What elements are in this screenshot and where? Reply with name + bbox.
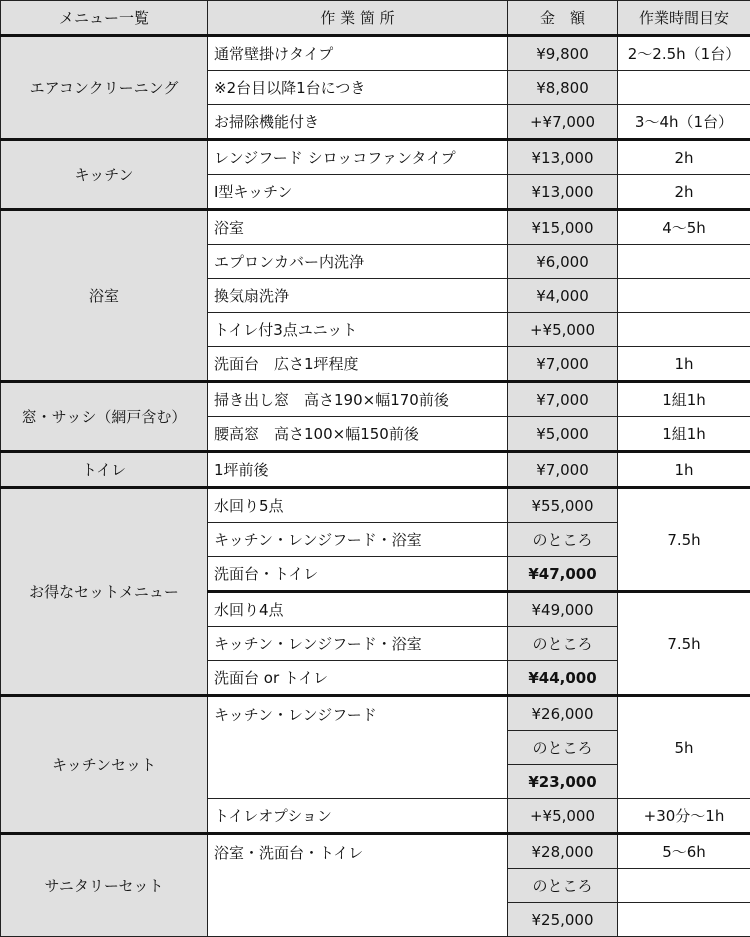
price-cell: ¥13,000 <box>508 140 618 175</box>
item-cell: 水回り5点 <box>208 488 508 523</box>
price-cell: ¥8,800 <box>508 71 618 105</box>
time-cell <box>618 279 750 313</box>
price-cell: のところ <box>508 523 618 557</box>
item-cell: 洗面台 広さ1坪程度 <box>208 347 508 382</box>
price-cell: ¥55,000 <box>508 488 618 523</box>
category-set-menu: お得なセットメニュー <box>1 488 208 696</box>
price-cell: ¥28,000 <box>508 834 618 869</box>
item-cell: ※2台目以降1台につき <box>208 71 508 105</box>
table-row <box>1 452 750 488</box>
item-cell: 水回り4点 <box>208 592 508 627</box>
item-cell: 浴室 <box>208 210 508 245</box>
item-cell: 浴室・洗面台・トイレ <box>208 834 508 937</box>
category-window: 窓・サッシ（網戸含む） <box>1 382 208 452</box>
table-row <box>1 140 750 175</box>
price-cell: のところ <box>508 869 618 903</box>
item-cell: 掃き出し窓 高さ190×幅170前後 <box>208 382 508 417</box>
discount-price-cell: ¥47,000 <box>508 557 618 592</box>
time-cell: 1h <box>618 452 750 488</box>
price-cell: のところ <box>508 627 618 661</box>
time-cell: 3〜4h（1台） <box>618 105 750 140</box>
time-cell-empty <box>618 869 750 903</box>
time-cell: 1h <box>618 347 750 382</box>
item-cell: 洗面台 or トイレ <box>208 661 508 696</box>
time-cell: 5h <box>618 696 750 799</box>
price-cell: ¥7,000 <box>508 347 618 382</box>
header-location: 作 業 箇 所 <box>208 1 508 36</box>
price-cell: ¥9,800 <box>508 36 618 71</box>
category-bath: 浴室 <box>1 210 208 382</box>
price-cell: ¥13,000 <box>508 175 618 210</box>
item-cell: お掃除機能付き <box>208 105 508 140</box>
table-row <box>1 382 750 417</box>
time-cell <box>618 71 750 105</box>
item-cell: キッチン・レンジフード <box>208 696 508 799</box>
category-kitchen-set: キッチンセット <box>1 696 208 834</box>
price-cell: のところ <box>508 731 618 765</box>
time-cell: 2h <box>618 175 750 210</box>
price-cell: +¥7,000 <box>508 105 618 140</box>
item-cell: 換気扇洗浄 <box>208 279 508 313</box>
price-cell: ¥25,000 <box>508 903 618 937</box>
discount-price-cell: ¥44,000 <box>508 661 618 696</box>
item-cell: レンジフード シロッコファンタイプ <box>208 140 508 175</box>
table-row <box>1 696 750 731</box>
discount-price-cell: ¥23,000 <box>508 765 618 799</box>
item-cell: トイレオプション <box>208 799 508 834</box>
item-cell: エプロンカバー内洗浄 <box>208 245 508 279</box>
price-cell: +¥5,000 <box>508 313 618 347</box>
time-cell: 5〜6h <box>618 834 750 869</box>
header-row <box>1 1 750 36</box>
item-cell: キッチン・レンジフード・浴室 <box>208 627 508 661</box>
price-cell: ¥7,000 <box>508 382 618 417</box>
table-row <box>1 834 750 869</box>
item-cell: I型キッチン <box>208 175 508 210</box>
price-cell: ¥15,000 <box>508 210 618 245</box>
table-row <box>1 488 750 523</box>
price-cell: +¥5,000 <box>508 799 618 834</box>
table-row <box>1 210 750 245</box>
price-cell: ¥5,000 <box>508 417 618 452</box>
item-cell: 1坪前後 <box>208 452 508 488</box>
header-price: 金 額 <box>508 1 618 36</box>
item-cell: 洗面台・トイレ <box>208 557 508 592</box>
price-cell: ¥7,000 <box>508 452 618 488</box>
category-aircon: エアコンクリーニング <box>1 36 208 140</box>
header-menu: メニュー一覧 <box>1 1 208 36</box>
time-cell <box>618 245 750 279</box>
time-cell: 1組1h <box>618 382 750 417</box>
price-cell: ¥6,000 <box>508 245 618 279</box>
time-cell: +30分〜1h <box>618 799 750 834</box>
time-cell <box>618 313 750 347</box>
item-cell: トイレ付3点ユニット <box>208 313 508 347</box>
item-cell: 腰高窓 高さ100×幅150前後 <box>208 417 508 452</box>
time-cell-empty <box>618 903 750 937</box>
time-cell: 7.5h <box>618 592 750 696</box>
price-cell: ¥49,000 <box>508 592 618 627</box>
time-cell: 2h <box>618 140 750 175</box>
time-cell: 2〜2.5h（1台） <box>618 36 750 71</box>
time-cell: 7.5h <box>618 488 750 592</box>
category-sanitary-set: サニタリーセット <box>1 834 208 937</box>
table-row <box>1 36 750 71</box>
category-kitchen: キッチン <box>1 140 208 210</box>
item-cell: 通常壁掛けタイプ <box>208 36 508 71</box>
category-toilet: トイレ <box>1 452 208 488</box>
time-cell: 4〜5h <box>618 210 750 245</box>
item-cell: キッチン・レンジフード・浴室 <box>208 523 508 557</box>
price-cell: ¥4,000 <box>508 279 618 313</box>
price-cell: ¥26,000 <box>508 696 618 731</box>
header-time: 作業時間目安 <box>618 1 750 36</box>
time-cell: 1組1h <box>618 417 750 452</box>
